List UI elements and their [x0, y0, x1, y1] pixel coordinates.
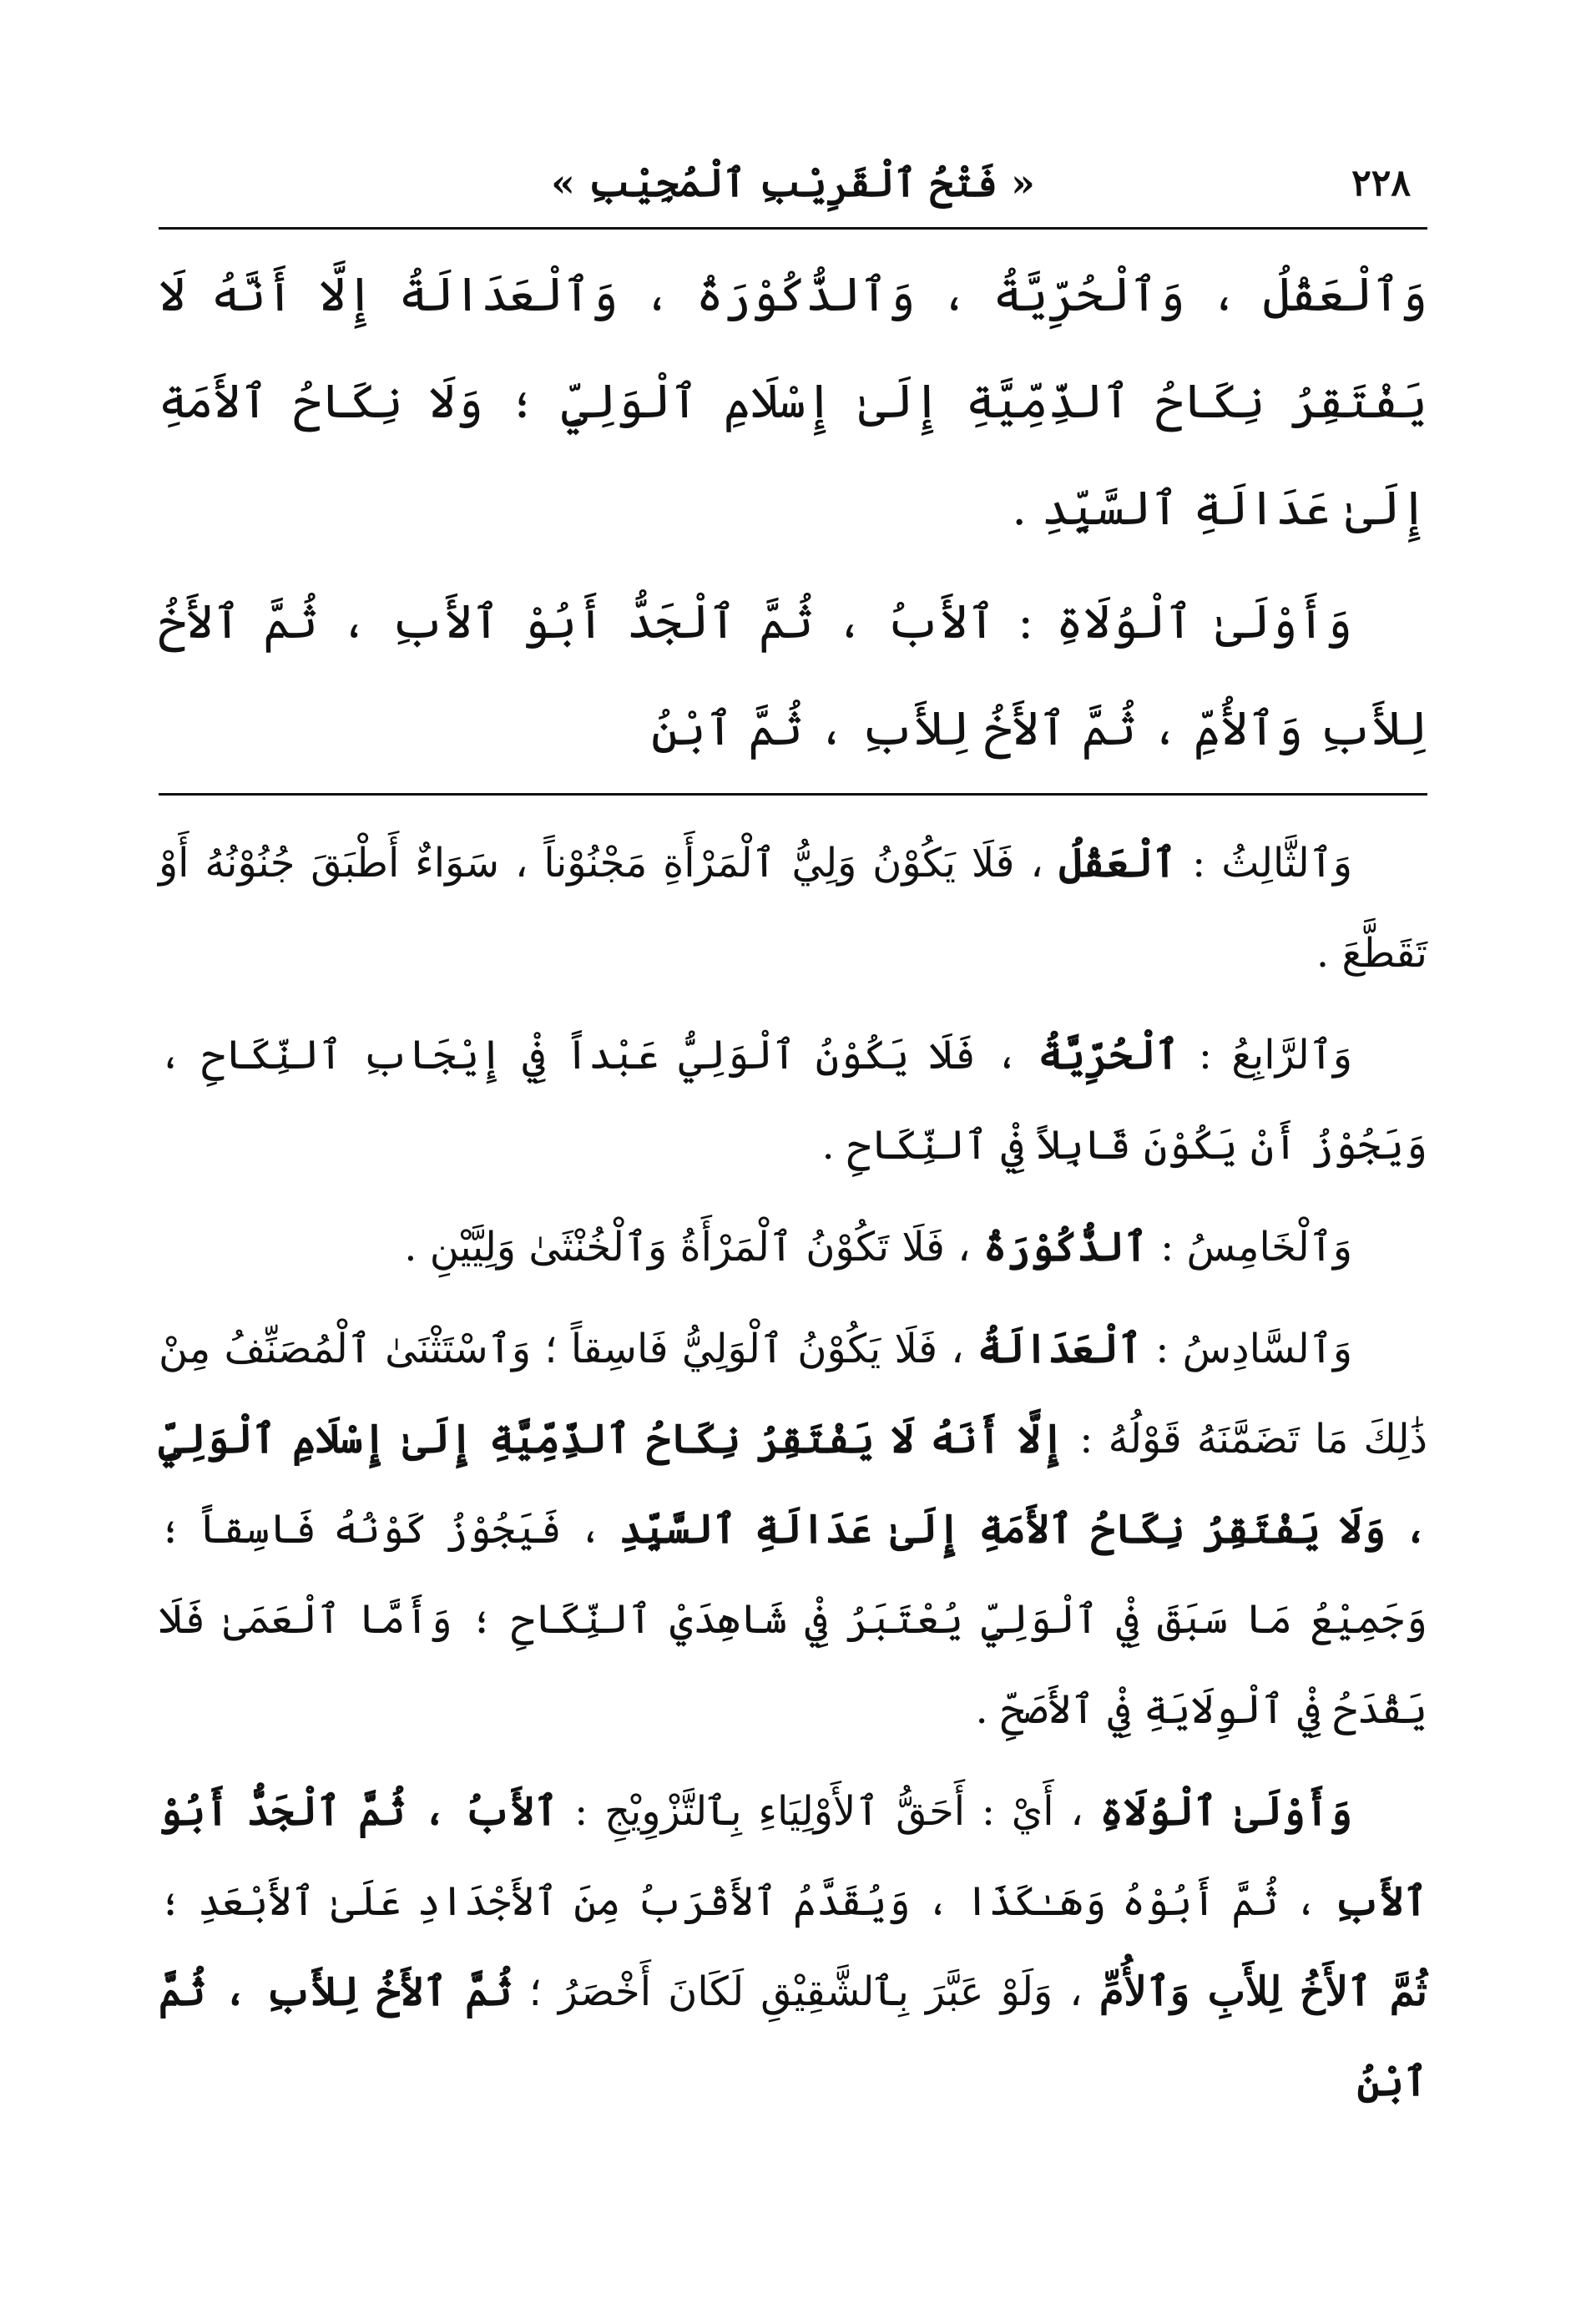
bold-term: ٱلذُّكُوْرَةُ: [982, 1224, 1148, 1271]
commentary-text: [159, 818, 1427, 2127]
bold-term: وَأَوْلَىٰ ٱلْوُلَاةِ: [1099, 1788, 1353, 1835]
text-run: ، ثُمَّ أَبُوْهُ وَهَـٰكَذَا ، وَيُقَدَّمُ ٱلأَقْرَبُ مِنَ ٱلأَجْدَادِ عَلَىٰ ٱلأَبْعَدِ ؛: [159, 1878, 1334, 1925]
matn-text: [159, 242, 1427, 783]
bold-quote: ثُمَّ ٱلأَخُ لِلأَبِ وَٱلأُمِّ: [1099, 1968, 1428, 2015]
matn-paragraph: وَٱلْعَقْلُ ، وَٱلْحُرِّيَّةُ ، وَٱلذُّكُوْرَةُ ، وَٱلْعَدَالَةُ إِلَّا أَنَّهُ لَا يَفْتَقِرُ نِكَاحُ ٱلذِّمِّيَّةِ إِلَىٰ إِسْلَامِ ٱلْوَلِيِّ ؛ وَلَا نِكَاحُ ٱلأَمَةِ إِلَىٰ عَدَالَةِ ٱلسَّيِّدِ .: [159, 268, 1427, 536]
page-header: [159, 159, 1427, 217]
commentary-paragraph: [159, 1202, 1427, 1292]
bold-term: ٱلْعَدَالَةُ: [977, 1326, 1142, 1372]
header-rule: [159, 227, 1427, 230]
commentary-paragraph: [159, 1766, 1427, 2127]
commentary-paragraph: [159, 1304, 1427, 1755]
running-title: « فَتْحُ ٱلْقَرِيْبِ ٱلْمُجِيْبِ »: [551, 160, 1035, 205]
bold-quote: ثُمَّ ٱلأَخُ لِلأَبِ ، ثُمَّ ٱبْنُ: [159, 1968, 1427, 2105]
commentary-paragraph: [159, 818, 1427, 998]
book-page: [159, 159, 1427, 2229]
text-run: ، فَلَا يَكُوْنُ ٱلْوَلِيُّ عَبْداً فِيْ إِيْجَابِ ٱلنِّكَاحِ ، وَيَجُوْزُ أَنْ يَكُوْنَ قَابِلاً فِيْ ٱلنِّكَاحِ .: [159, 1032, 1427, 1169]
bold-term: ٱلْحُرِّيَّةُ: [1038, 1032, 1179, 1079]
text-run: ، فَلَا يَكُوْنُ وَلِيُّ ٱلْمَرْأَةِ مَجْنُوْناً ، سَوَاءٌ أَطْبَقَ جُنُوْنُهُ أَوْ تَقَطَّعَ .: [159, 840, 1427, 977]
page-number: ٢٢٨: [1351, 162, 1411, 205]
bold-quote: ٱلأَبُ ، ثُمَّ ٱلْجَدُّ أَبُوْ ٱلأَبِ: [159, 1788, 1427, 1925]
matn-paragraph: وَأَوْلَىٰ ٱلْوُلَاةِ : ٱلأَبُ ، ثُمَّ ٱلْجَدُّ أَبُوْ ٱلأَبِ ، ثُمَّ ٱلأَخُ لِلأَبِ وَٱلأُمِّ ، ثُمَّ ٱلأَخُ لِلأَبِ ، ثُمَّ ٱبْنُ: [159, 595, 1427, 756]
text-run: ، فَلَا يَكُوْنُ ٱلْوَلِيُّ فَاسِقاً ؛ وَٱسْتَثْنَىٰ ٱلْمُصَنِّفُ مِنْ ذَٰلِكَ مَا تَضَمَّنَهُ قَوْلُهُ :: [159, 1326, 1427, 1463]
separator-rule: [159, 793, 1427, 796]
commentary-paragraph: [159, 1010, 1427, 1190]
text-run: ، أَيْ : أَحَقُّ ٱلأَوْلِيَاءِ بِٱلتَّزْوِيْجِ :: [558, 1788, 1100, 1835]
text-run: ، فَيَجُوْزُ كَوْنُهُ فَاسِقاً ؛ وَجَمِيْعُ مَا سَبَقَ فِيْ ٱلْوَلِيِّ يُعْتَبَرُ فِيْ شَاهِدَيْ ٱلنِّكَاحِ ؛ وَأَمَّا ٱلْعَمَىٰ فَلَا يَقْدَحُ فِيْ ٱلْوِلَايَةِ فِيْ ٱلأَصَحِّ .: [159, 1506, 1427, 1733]
bold-quote: إِلَّا أَنَهُ لَا يَفْتَقِرُ نِكَاحُ ٱلذِّمِّيَّةِ إِلَىٰ إِسْلَامِ ٱلْوَلِيِّ ، وَلَا يَفْتَقِرُ نِكَاحُ ٱلأَمَةِ إِلَىٰ عَدَالَةِ ٱلسَّيِّدِ: [159, 1416, 1427, 1553]
text-run: وَٱلثَّالِثُ :: [1176, 840, 1352, 887]
text-run: وَٱلْخَامِسُ :: [1147, 1224, 1352, 1271]
bold-term: ٱلْعَقْلُ: [1058, 840, 1177, 887]
text-run: وَٱلرَّابِعُ :: [1179, 1032, 1352, 1079]
text-run: ، فَلَا تَكُوْنُ ٱلْمَرْأَةُ وَٱلْخُنْثَىٰ وَلِيَّيْنِ .: [404, 1224, 983, 1271]
text-run: وَٱلسَّادِسُ :: [1141, 1326, 1353, 1372]
text-run: ، وَلَوْ عَبَّرَ بِٱلشَّقِيْقِ لَكَانَ أَخْصَرُ ؛: [512, 1968, 1099, 2015]
